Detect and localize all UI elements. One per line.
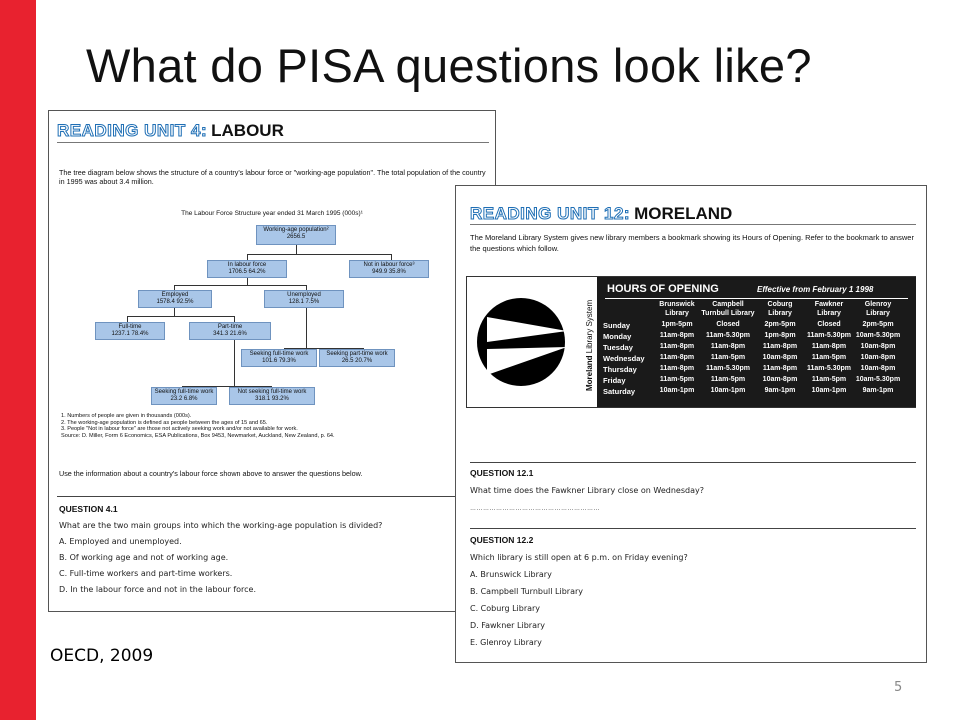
connector: [247, 254, 392, 255]
hours-cell: 11am-5pm: [659, 376, 695, 383]
hours-cell: 2pm-5pm: [862, 321, 894, 328]
hours-cell: 11am-5.30pm: [807, 365, 851, 372]
divider: [470, 462, 916, 463]
moreland-unit-heading: [470, 204, 732, 224]
divider: [57, 496, 489, 497]
library-header: Turnbull Library: [701, 310, 755, 317]
effective-date: Effective from February 1 1998: [757, 285, 874, 294]
question-12-2-text: Which library is still open at 6 p.m. on Friday evening?: [470, 553, 688, 562]
connector: [127, 316, 235, 317]
option-a: A. Employed and unemployed.: [59, 537, 182, 546]
node-seeking-full-time-part-timers: Seeking full-time work 23.2 6.8%: [151, 387, 217, 405]
hours-cell: 10am-8pm: [860, 365, 896, 372]
moreland-logo-icon: [475, 287, 575, 397]
option-c: C. Coburg Library: [470, 604, 541, 613]
node-working-age: Working-age population² 2656.5: [256, 225, 336, 245]
question-12-2-heading: QUESTION 12.2: [470, 535, 534, 545]
node-unemployed: Unemployed 128.1 7.5%: [264, 290, 344, 308]
table-rule: [605, 298, 908, 299]
hours-cell: 2pm-5pm: [764, 321, 796, 328]
hours-cell: Closed: [817, 321, 841, 328]
node-not-in-labour-force: Not in labour force³ 949.9 35.8%: [349, 260, 429, 278]
heading-rule: [470, 224, 916, 225]
answer-line: ……………………………………………………: [470, 506, 600, 512]
option-a: A. Brunswick Library: [470, 570, 552, 579]
node-seeking-part-time-unemployed: Seeking part-time work 26.5 20.7%: [319, 349, 395, 367]
unit-label: READING UNIT 12:: [470, 204, 631, 223]
option-e: E. Glenroy Library: [470, 638, 542, 647]
node-employed: Employed 1578.4 92.5%: [138, 290, 212, 308]
connector: [247, 277, 248, 285]
hours-cell: Closed: [716, 321, 740, 328]
citation: OECD, 2009: [50, 646, 154, 666]
hours-cell: 11am-5pm: [811, 376, 847, 383]
unit-name: LABOUR: [211, 121, 284, 140]
hours-cell: 11am-5pm: [710, 354, 746, 361]
hours-cell: 10am-1pm: [659, 387, 695, 394]
day-label: Thursday: [603, 365, 637, 374]
library-header: Fawkner: [814, 301, 844, 308]
question-4-1-text: What are the two main groups into which the working-age population is divided?: [59, 521, 383, 530]
library-header: Campbell: [712, 301, 744, 308]
connector: [174, 308, 175, 316]
hours-cell: 11am-5.30pm: [807, 332, 851, 339]
hours-cell: 11am-5.30pm: [706, 365, 750, 372]
library-header: Library: [817, 310, 841, 317]
moreland-intro: The Moreland Library System gives new library members a bookmark showing its Hours of Opening. Refer to the bookmark to answer the questions which follow.: [470, 233, 914, 253]
connector: [234, 340, 235, 386]
hours-cell: 10am-1pm: [811, 387, 847, 394]
hours-cell: 10am-8pm: [860, 354, 896, 361]
hours-cell: 10am-8pm: [860, 343, 896, 350]
hours-cell: 11am-8pm: [762, 365, 798, 372]
option-b: B. Campbell Turnbull Library: [470, 587, 583, 596]
option-d: D. Fawkner Library: [470, 621, 545, 630]
node-in-labour-force: In labour force 1706.5 64.2%: [207, 260, 287, 278]
day-label: Friday: [603, 376, 626, 385]
hours-table: [597, 277, 916, 407]
connector: [306, 308, 307, 348]
hours-cell: 9am-1pm: [764, 387, 796, 394]
accent-bar: [0, 0, 36, 720]
hours-cell: 11am-8pm: [659, 354, 695, 361]
moreland-question-page: [455, 185, 927, 663]
day-label: Wednesday: [603, 354, 645, 363]
node-not-seeking-full-time: Not seeking full-time work 318.1 93.2%: [229, 387, 315, 405]
connector: [296, 245, 297, 254]
bookmark: [466, 276, 916, 408]
slide-title: What do PISA questions look like?: [86, 39, 812, 92]
day-label: Monday: [603, 332, 632, 341]
library-header: Glenroy: [864, 301, 892, 308]
labour-question-page: [48, 110, 496, 612]
page-number: 5: [894, 680, 903, 695]
question-12-1-heading: QUESTION 12.1: [470, 468, 534, 478]
hours-cell: 11am-8pm: [762, 343, 798, 350]
day-label: Tuesday: [603, 343, 633, 352]
divider: [470, 528, 916, 529]
hours-cell: 10am-8pm: [762, 376, 798, 383]
hours-cell: 10am-8pm: [762, 354, 798, 361]
library-header: Brunswick: [659, 301, 695, 308]
day-label: Sunday: [603, 321, 631, 330]
unit-label: READING UNIT 4:: [57, 121, 208, 140]
hours-cell: 11am-5.30pm: [706, 332, 750, 339]
library-header: Library: [866, 310, 890, 317]
hours-cell: 11am-8pm: [710, 343, 746, 350]
moreland-logo: [467, 277, 597, 407]
node-part-time: Part-time 341.3 21.6%: [189, 322, 271, 340]
hours-cell: 11am-8pm: [659, 365, 695, 372]
option-b: B. Of working age and not of working age.: [59, 553, 229, 562]
hours-heading: HOURS OF OPENING: [607, 283, 719, 295]
question-12-1-text: What time does the Fawkner Library close on Wednesday?: [470, 486, 704, 495]
unit-name: MORELAND: [634, 204, 733, 223]
library-header: Coburg: [767, 301, 793, 308]
option-d: D. In the labour force and not in the labour force.: [59, 585, 257, 594]
hours-cell: 11am-8pm: [659, 343, 695, 350]
hours-cell: 10am-5.30pm: [855, 332, 901, 339]
diagram-title: The Labour Force Structure year ended 31 March 1995 (000s)¹: [181, 210, 363, 217]
library-system-label: Moreland Library System: [585, 299, 594, 391]
node-seeking-full-time-unemployed: Seeking full-time work 101.6 79.3%: [241, 349, 317, 367]
hours-cell: 1pm-8pm: [764, 332, 796, 339]
option-c: C. Full-time workers and part-time workers.: [59, 569, 233, 578]
footnotes: 1. Numbers of people are given in thousands (000s). 2. The working-age population is defined as people between the ages of 15 and 65. 3. People "Not in labour force" are those not actively seeking work and/or not available for work. Source: D. Miller, Form 6 Economics, ESA Publications, Box 9453, Newmarket, Auckland, New Zealand, p. 64.: [61, 413, 335, 439]
library-header: Library: [768, 310, 792, 317]
labour-intro: The tree diagram below shows the structure of a country's labour force or "working-age population". The total population of the country in 1995 was about 3.4 million.: [59, 168, 486, 186]
node-full-time: Full-time 1237.1 78.4%: [95, 322, 165, 340]
hours-cell: 9am-1pm: [862, 387, 894, 394]
hours-cell: 11am-8pm: [811, 343, 847, 350]
question-4-1-heading: QUESTION 4.1: [59, 504, 118, 514]
hours-cell: 11am-5pm: [710, 376, 746, 383]
day-label: Saturday: [603, 387, 636, 396]
hours-cell: 10am-1pm: [710, 387, 746, 394]
labour-unit-heading: [57, 121, 284, 141]
heading-rule: [57, 142, 489, 143]
hours-cell: 11am-8pm: [659, 332, 695, 339]
connector: [174, 285, 307, 286]
labour-instruction: Use the information about a country's labour force shown above to answer the questions below.: [59, 469, 363, 478]
hours-cell: 1pm-5pm: [661, 321, 693, 328]
hours-cell: 11am-5pm: [811, 354, 847, 361]
hours-cell: 10am-5.30pm: [855, 376, 901, 383]
library-header: Library: [665, 310, 689, 317]
